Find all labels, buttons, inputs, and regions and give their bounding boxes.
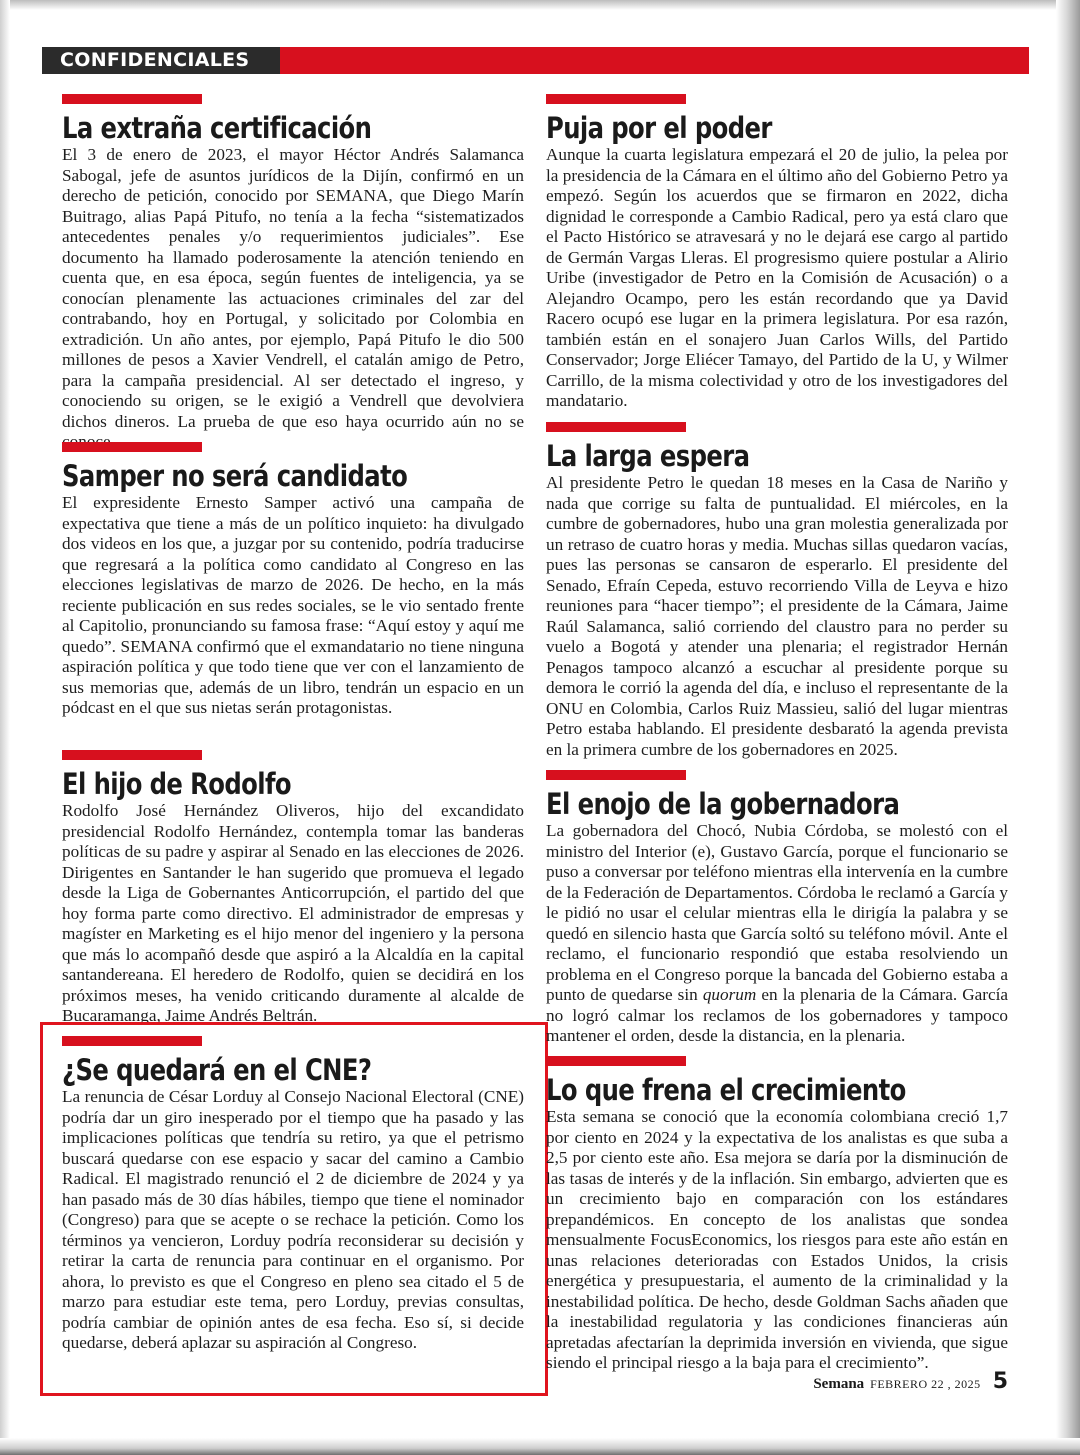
article-title: La larga espera xyxy=(546,440,750,474)
article-title: Lo que frena el crecimiento xyxy=(546,1074,906,1108)
article-body: Rodolfo José Hernández Oliveros, hijo del excandidato presidencial Rodolfo Hernández, contempla tomar las banderas políticas de su padre y aspirar al Senado en las elecciones de 2026. Dirigentes en Santander le han sugerido que promueva el legado desde la Liga de Gobernantes Anticorrupción, el partido del que hoy forma parte como directivo. El administrador de empresas y magíster en Marketing es el hijo menor del ingeniero y la persona que más lo acompañó desde que aspiró a la Alcaldía en la capital santandereana. El heredero de Rodolfo, quien se decidirá en los próximos meses, ha venido criticando duramente al alcalde de Bucaramanga, Jaime Andrés Beltrán. xyxy=(62,801,524,1025)
article-accent-bar xyxy=(62,442,202,452)
article-body: Aunque la cuarta legislatura empezará el 20 de julio, la pelea por la presidencia de la Cámara en el último año del Gobierno Petro ya empezó. Según los acuerdos que se firmaron en 2022, dicha dignidad le corresponde a Cambio Radical, pero ya está claro que el Pacto Histórico se atravesará y no le dejará ese cargo al partido de Germán Vargas Lleras. El progresismo quiere postular a Alirio Uribe (investigador de Petro en la Comisión de Acusación) o a Alejandro Ocampo, pero les están recordando que ya David Racero ocupó ese lugar en la primera legislatura. Por esa razón, también están en el sonajero Juan Carlos Wills, del Partido Conservador; Jorge Eliécer Tamayo, del Partido de la U, y Wilmer Carrillo, de la misma colectividad y otro de los investigadores del mandatario. xyxy=(546,145,1008,410)
article-enojo-gobernadora xyxy=(546,770,1008,1047)
article-body-text: La gobernadora del Chocó, Nubia Córdoba, se molestó con el ministro del Interior (e), Gustavo García, porque el funcionario se puso a conversar por teléfono mientras ella intervenía en la cumbre de la Federación de Departamentos. Córdoba le reclamó a García y le pidió no usar el celular mientras ella le dirigía la palabra y se quedó en silencio hasta que García soltó su teléfono móvil. Ante el reclamo, el funcionario respondió que estaba resolviendo un problema en el Congreso porque la bancada del Gobierno estaba a punto de quedarse sin xyxy=(546,821,1008,1004)
article-body xyxy=(546,821,1008,1047)
article-accent-bar xyxy=(546,422,686,432)
article-title: La extraña certificación xyxy=(62,112,372,146)
footer-magazine-name: Semana xyxy=(813,1376,865,1392)
article-body: El expresidente Ernesto Samper activó una campaña de expectativa que tiene a más de un político inquieto: ha divulgado dos videos en los que, a juzgar por su contenido, podría traducirse que regresará a la política como candidato al Congreso en las elecciones legislativas de marzo de 2026. De hecho, en la más reciente publicación en sus redes sociales, se le vio sentado frente al Capitolio, pronunciando su famosa frase: “Aquí estoy y aquí me quedo”. SEMANA confirmó que el exmandatario no tiene ninguna aspiración política y que todo tiene que ver con el lanzamiento de sus memorias que, además de un libro, tendrán un espacio en un pódcast en el que sus nietas serán protagonistas. xyxy=(62,493,524,717)
article-accent-bar xyxy=(546,1056,686,1066)
page-edge-shadow-left xyxy=(0,0,10,1455)
page-edge-shadow-bottom xyxy=(0,1438,1080,1455)
article-title: El enojo de la gobernadora xyxy=(546,788,900,822)
article-frena-crecimiento xyxy=(546,1056,1008,1374)
article-extrana-certificacion xyxy=(62,94,524,453)
article-accent-bar xyxy=(546,770,686,780)
article-title: ¿Se quedará en el CNE? xyxy=(62,1054,372,1088)
article-accent-bar xyxy=(62,1036,202,1046)
article-accent-bar xyxy=(62,750,202,760)
page-footer xyxy=(813,1369,1008,1395)
footer-date: FEBRERO 22 , 2025 xyxy=(870,1377,981,1391)
article-title: El hijo de Rodolfo xyxy=(62,768,292,802)
article-body: La renuncia de César Lorduy al Consejo Nacional Electoral (CNE) podría dar un giro inesperado por el tiempo que ha pasado y las implicaciones políticas que tendría su retiro, ya que el petrismo buscará quedarse con ese espacio y sacar del camino a Cambio Radical. El magistrado renunció el 2 de diciembre de 2024 y ya han pasado más de 30 días hábiles, tiempo que tiene el nominador (Congreso) para que se acepte o se rechace la petición. Como los términos ya vencieron, Lorduy podría reconsiderar su decisión y retirar la carta de renuncia para continuar en el organismo. Por ahora, lo previsto es que el Congreso en pleno sea citado el 5 de marzo para estudiar este tema, pero Lorduy, previas consultas, podría cambiar de opinión antes de esa fecha. Eso sí, si decide quedarse, deberá aplazar su aspiración al Congreso. xyxy=(62,1087,524,1352)
article-hijo-rodolfo xyxy=(62,750,524,1027)
article-body-text: en la plenaria de la Cámara. García no logró calmar los reclamos de los gobernadores y tampoco mantener el orden, desde la distancia, en la plenaria. xyxy=(546,985,1008,1045)
article-title: Samper no será candidato xyxy=(62,460,408,494)
article-samper-candidato xyxy=(62,442,524,719)
page-edge-shadow-right xyxy=(1056,0,1080,1455)
article-body: Al presidente Petro le quedan 18 meses en la Casa de Nariño y nada que corrige su falta de puntualidad. El miércoles, en la cumbre de gobernadores, hubo una gran molestia generalizada por un retraso de cuatro horas y media. Muchas sillas quedaron vacías, pues las personas se cansaron de esperarlo. El presidente del Senado, Efraín Cepeda, estuvo recorriendo Villa de Leyva e hizo reuniones para “hacer tiempo”; el presidente de la Cámara, Jaime Raúl Salamanca, salió corriendo del claustro para no perder su vuelo a Bogotá y atender una plenaria; el registrador Hernán Penagos tampoco alcanzó a escuchar al presidente porque su demora le corrió la agenda del día, e incluso el representante de la ONU en Colombia, Carlos Ruiz Massieu, salió del lugar mientras Petro estaba hablando. El presidente desbarató la agenda prevista en la primera cumbre de los gobernadores en 2025. xyxy=(546,473,1008,759)
article-quedara-cne xyxy=(62,1036,524,1354)
article-title: Puja por el poder xyxy=(546,112,772,146)
footer-page-number: 5 xyxy=(992,1369,1008,1394)
section-label: CONFIDENCIALES xyxy=(42,47,280,74)
article-body: El 3 de enero de 2023, el mayor Héctor Andrés Salamanca Sabogal, jefe de asuntos jurídicos de la Dijín, confirmó en un derecho de petición, conocido por SEMANA, que Diego Marín Buitrago, alias Papá Pitufo, no tenía a la fecha “sistematizados antecedentes penales y/o requerimientos judiciales”. Ese documento ha llamado poderosamente la atención teniendo en cuenta que, en esa época, según fuentes de inteligencia, ya se conocían plenamente las actuaciones criminales del zar del contrabando, hoy en Portugal, y solicitado por Colombia en extradición. Un año antes, por ejemplo, Papá Pitufo le dio 500 millones de pesos a Xavier Vendrell, el catalán amigo de Petro, para la campaña presidencial. Al ser detectado el ingreso, y conociendo su origen, se le exigió a Vendrell que devolviera dichos dineros. La prueba de que eso haya ocurrido aún no se xyxy=(62,145,524,431)
article-body: Esta semana se conoció que la economía colombiana creció 1,7 por ciento en 2024 y la expectativa de los analistas es que suba a 2,5 por ciento este año. Esa mejora se daría por la disminución de las tasas de interés y de la inflación. Sin embargo, advierten que es un crecimiento bajo en comparación con los estándares prepandémicos. En concepto de los analistas que sondea mensualmente FocusEconomics, los riesgos para este año están en unas relaciones deterioradas con Estados Unidos, la crisis energética y presupuestaria, el aumento de la criminalidad y la inestabilidad política. De hecho, desde Goldman Sachs añaden que la inestabilidad regulatoria y las condiciones financieras aún apretadas afectarían la deprimida inversión en vivienda, que sigue siendo el principal riesgo a la baja para el crecimiento”. xyxy=(546,1107,1008,1372)
page-edge-shadow-top xyxy=(0,0,1080,10)
article-larga-espera xyxy=(546,422,1008,760)
article-accent-bar xyxy=(546,94,686,104)
article-puja-poder xyxy=(546,94,1008,412)
article-accent-bar xyxy=(62,94,202,104)
article-body-italic: quorum xyxy=(702,985,757,1004)
